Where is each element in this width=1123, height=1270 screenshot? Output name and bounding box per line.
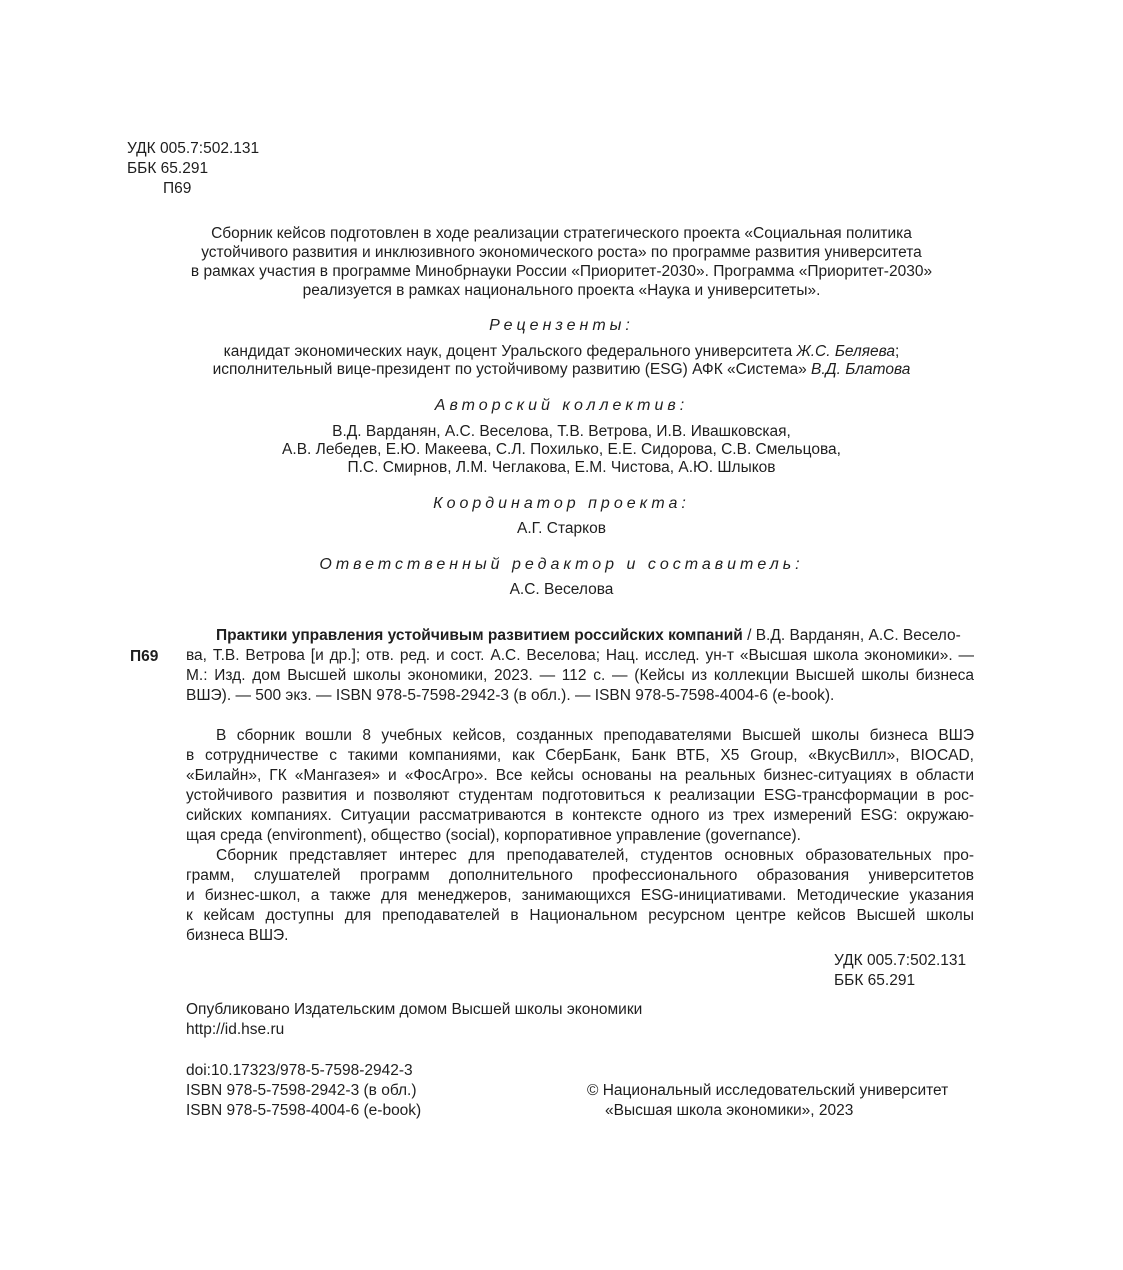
reviewer-1-name: Ж.С. Беляева — [796, 343, 896, 360]
abstract-p1-line-6: щая среда (environment), общество (social), корпоративное управление (governance). — [186, 827, 801, 844]
authors-line-3: П.С. Смирнов, Л.М. Чеглакова, Е.М. Чистова, А.Ю. Шлыков — [347, 459, 776, 476]
bib-line-1: Практики управления устойчивым развитием российских компаний / В.Д. Варданян, А.С. Весело- — [216, 627, 961, 644]
bib-line-3: М.: Изд. дом Высшей школы экономики, 2023. — 112 с. — (Кейсы из коллекции Высшей школы бизнеса — [186, 667, 974, 684]
isbn-ebook: ISBN 978-5-7598-4004-6 (e-book) — [186, 1102, 422, 1119]
bib-line-4: ВШЭ). — 500 экз. — ISBN 978-5-7598-2942-3 (в обл.). — ISBN 978-5-7598-4004-6 (e-book). — [186, 687, 835, 704]
reviewers-heading: Рецензенты: — [489, 317, 634, 334]
udk-top: УДК 005.7:502.131 — [127, 140, 260, 157]
preface-line-1: Сборник кейсов подготовлен в ходе реализации стратегического проекта «Социальная политика — [211, 225, 912, 242]
preface-line-4: реализуется в рамках национального проекта «Наука и университеты». — [302, 282, 821, 299]
bib-line-2: ва, Т.В. Ветрова [и др.]; отв. ред. и сост. А.С. Веселова; Нац. исслед. ун-т «Высшая школа экономики». — — [186, 647, 974, 664]
preface-line-3: в рамках участия в программе Минобрнауки России «Приоритет-2030». Программа «Приоритет-2030» — [190, 263, 933, 280]
publisher-url[interactable]: http://id.hse.ru — [186, 1021, 285, 1038]
bbk-top: ББК 65.291 — [127, 160, 209, 177]
abstract-p2-line-4: к кейсам доступны для преподавателей в Национальном ресурсном центре кейсов Высшей школы — [186, 907, 974, 924]
book-title: Практики управления устойчивым развитием российских компаний — [216, 627, 743, 644]
reviewer-1: кандидат экономических наук, доцент Уральского федерального университета Ж.С. Беляева; — [223, 343, 900, 360]
doi: doi:10.17323/978-5-7598-2942-3 — [186, 1062, 413, 1079]
bib-code: П69 — [130, 648, 159, 665]
reviewer-2: исполнительный вице-президент по устойчивому развитию (ESG) АФК «Система» В.Д. Блатова — [212, 361, 911, 378]
copyright-line-1: © Национальный исследовательский университет — [587, 1082, 949, 1099]
authors-heading: Авторский коллектив: — [434, 397, 689, 414]
udk-bottom: УДК 005.7:502.131 — [834, 952, 967, 969]
abstract-p2-line-1: Сборник представляет интерес для преподавателей, студентов основных образовательных про- — [216, 847, 974, 864]
publisher-line: Опубликовано Издательским домом Высшей школы экономики — [186, 1001, 643, 1018]
editor-name: А.С. Веселова — [509, 581, 614, 598]
abstract-p2-line-2: грамм, слушателей программ дополнительного профессионального образования университетов — [186, 867, 974, 884]
abstract-p1-line-1: В сборник вошли 8 учебных кейсов, созданных преподавателями Высшей школы бизнеса ВШЭ — [216, 727, 974, 744]
author-mark-top: П69 — [163, 180, 192, 197]
preface-line-2: устойчивого развития и инклюзивного экономического роста» по программе развития университета — [201, 244, 922, 261]
authors-line-1: В.Д. Варданян, А.С. Веселова, Т.В. Ветрова, И.В. Ивашковская, — [332, 423, 791, 440]
bbk-bottom: ББК 65.291 — [834, 972, 916, 989]
abstract-p2-line-3: и бизнес-школ, а также для менеджеров, занимающихся ESG-инициативами. Методические указания — [186, 887, 974, 904]
authors-line-2: А.В. Лебедев, Е.Ю. Макеева, С.Л. Похилько, Е.Е. Сидорова, С.В. Смельцова, — [282, 441, 841, 458]
coordinator-heading: Координатор проекта: — [433, 495, 690, 512]
abstract-p1-line-2: в сотрудничестве с такими компаниями, как СберБанк, Банк ВТБ, X5 Group, «ВкусВилл», BIOCAD, — [186, 747, 974, 764]
copyright-line-2: «Высшая школа экономики», 2023 — [605, 1102, 854, 1119]
editor-heading: Ответственный редактор и составитель: — [319, 556, 804, 573]
isbn-print: ISBN 978-5-7598-2942-3 (в обл.) — [186, 1082, 417, 1099]
reviewer-2-name: В.Д. Блатова — [811, 361, 911, 378]
abstract-p1-line-3: «Билайн», ГК «Мангазея» и «ФосАгро». Все кейсы основаны на реальных бизнес-ситуациях в области — [186, 767, 974, 784]
coordinator-name: А.Г. Старков — [517, 520, 606, 537]
abstract-p1-line-5: сийских компаниях. Ситуации рассматриваются в контексте одного из трех измерений ESG: окружаю- — [186, 807, 974, 824]
abstract-p2-line-5: бизнеса ВШЭ. — [186, 927, 289, 944]
abstract-p1-line-4: устойчивого развития и позволяют студентам подготовиться к реализации ESG-трансформации в рос- — [186, 787, 974, 804]
